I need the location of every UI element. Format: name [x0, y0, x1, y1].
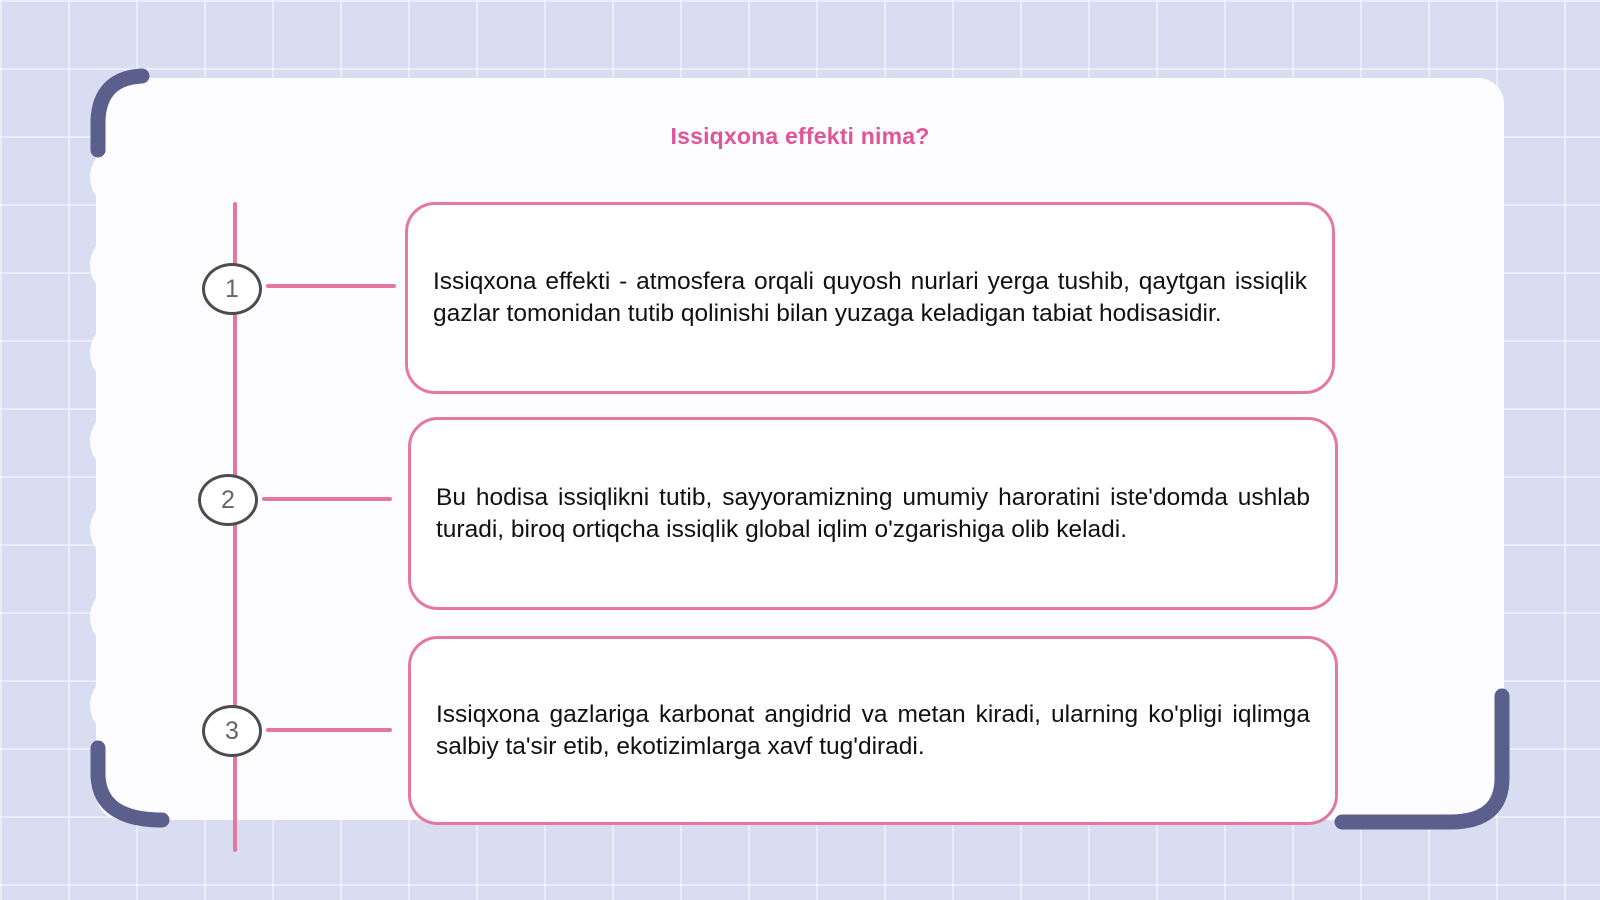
card-text: Issiqxona effekti - atmosfera orqali quyosh nurlari yerga tushib, qaytgan issiqlik gazlar tomonidan tutib qolinishi bilan yuzaga keladigan tabiat hodisasidir.	[433, 268, 1307, 327]
corner-bracket-bottom-right	[1330, 686, 1520, 836]
step-number-label: 2	[221, 485, 235, 514]
step-number-3	[202, 705, 262, 757]
slide-title: Issiqxona effekti nima?	[670, 123, 930, 149]
connector-line-3	[266, 728, 392, 732]
card-text: Issiqxona gazlariga karbonat angidrid va metan kiradi, ularning ko'pligi iqlimga salbiy ta'sir etib, ekotizimlarga xavf tug'diradi.	[436, 700, 1310, 760]
info-card-3	[408, 636, 1338, 825]
paper-scallop	[90, 416, 126, 466]
info-card-2	[408, 417, 1338, 610]
step-number-label: 1	[225, 274, 239, 303]
paper-scallop	[90, 240, 126, 290]
paper-scallop	[90, 592, 126, 642]
corner-bracket-bottom-left	[80, 738, 180, 838]
paper-scallop	[90, 328, 126, 378]
step-number-2	[198, 474, 258, 526]
paper-scallop	[90, 680, 126, 730]
paper-scallop	[90, 504, 126, 554]
connector-line-1	[266, 284, 396, 288]
info-card-1	[405, 202, 1335, 394]
step-number-label: 3	[225, 716, 239, 745]
connector-line-2	[262, 497, 392, 501]
card-text: Bu hodisa issiqlikni tutib, sayyoramizning umumiy haroratini iste'domda ushlab turadi, biroq ortiqcha issiqlik global iqlim o'zgarishiga olib keladi.	[436, 483, 1310, 543]
step-number-1	[202, 263, 262, 315]
